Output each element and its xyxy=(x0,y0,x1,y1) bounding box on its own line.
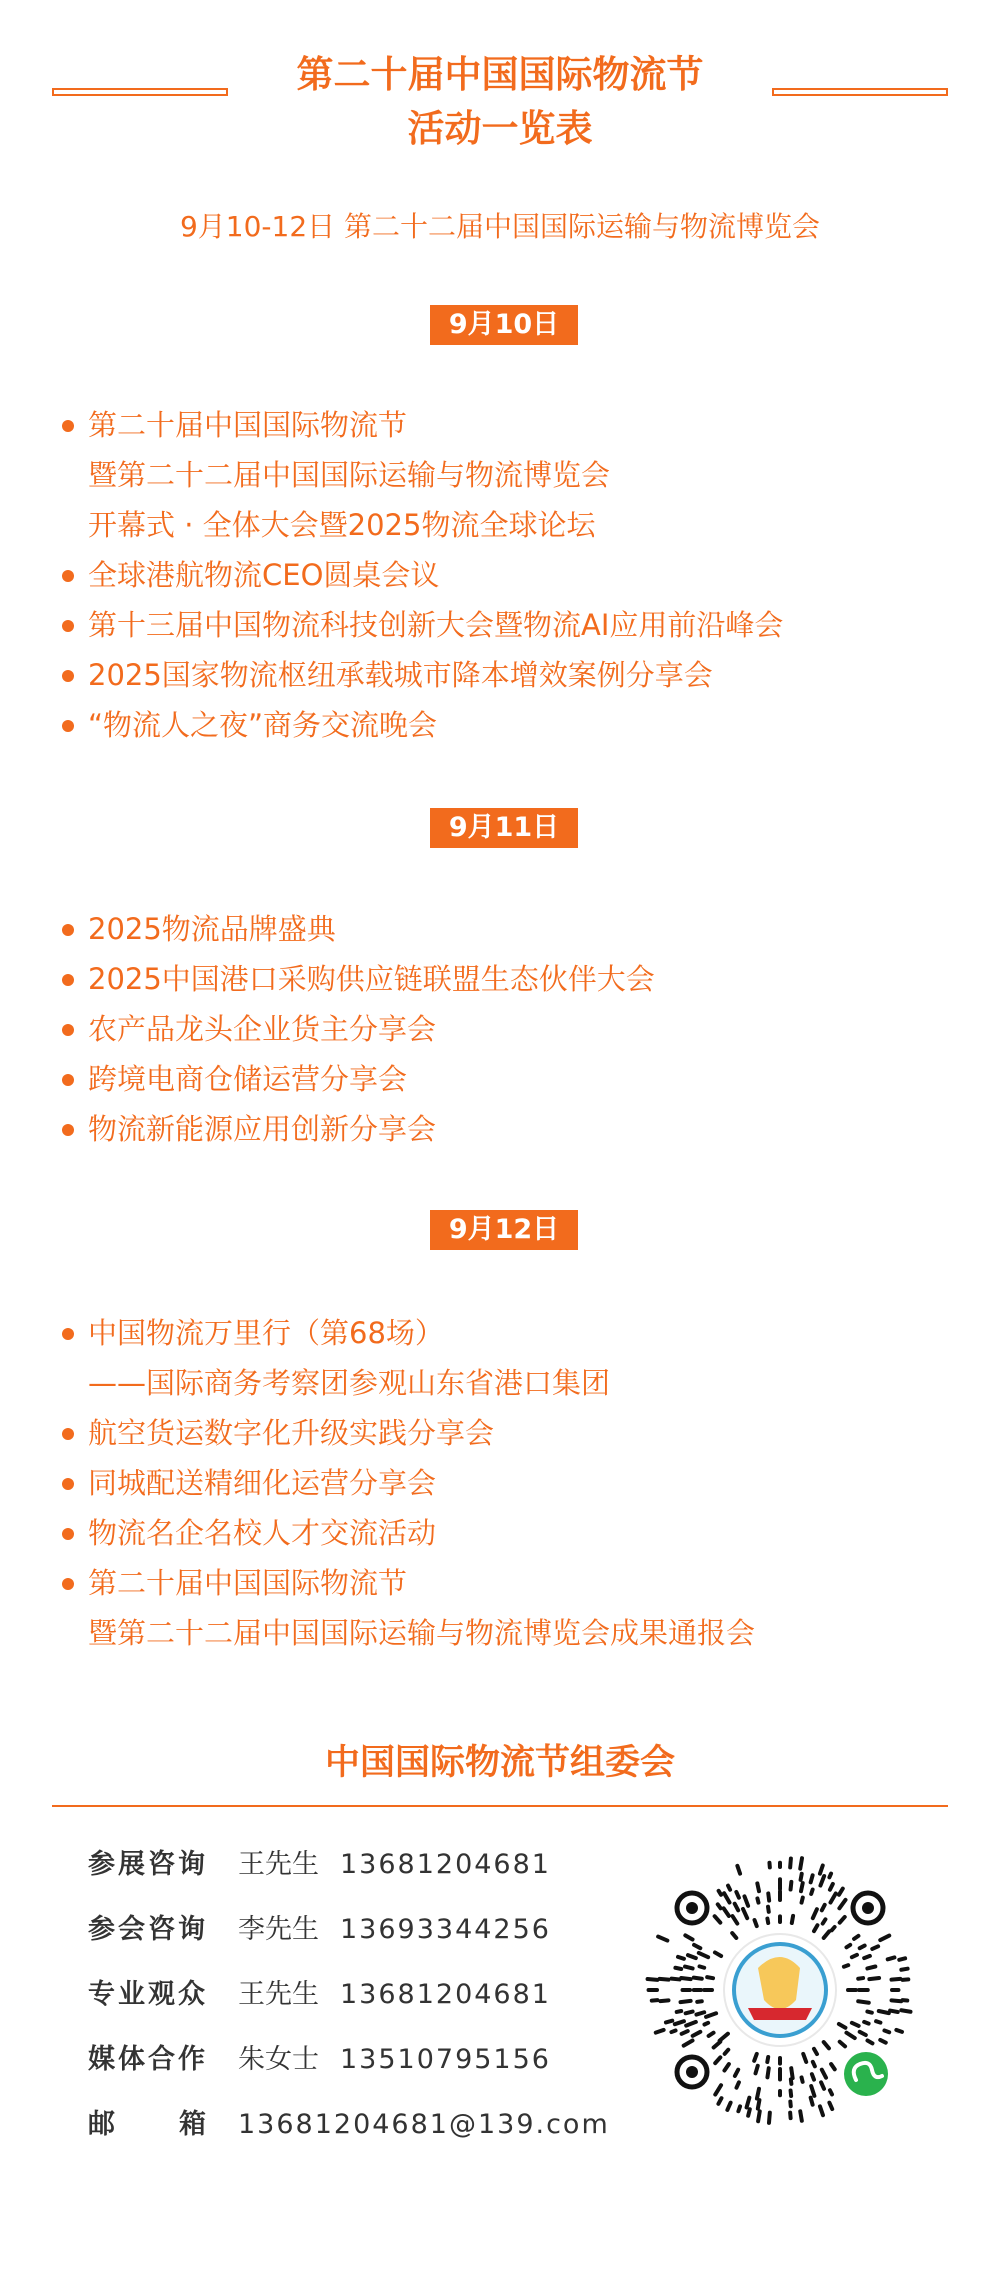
event-line: 暨第二十二届中国国际运输与物流博览会 xyxy=(88,458,611,492)
event-line: 暨第二十二届中国国际运输与物流博览会成果通报会 xyxy=(88,1616,756,1650)
mini-program-icon xyxy=(844,2052,888,2096)
organizer-title: 中国国际物流节组委会 xyxy=(324,1743,675,1783)
event-line: 物流名企名校人才交流活动 xyxy=(88,1516,437,1550)
event-line: 第二十届中国国际物流节 xyxy=(88,1566,408,1600)
event-line: ——国际商务考察团参观山东省港口集团 xyxy=(88,1366,611,1400)
day-badge-sep12: 9月12日 xyxy=(430,1210,578,1250)
contact-row-email xyxy=(88,2105,610,2170)
event-list-sep11 xyxy=(62,904,655,1154)
page-title-line1: 第二十届中国国际物流节 xyxy=(296,53,704,96)
event-line: 第十三届中国物流科技创新大会暨物流AI应用前沿峰会 xyxy=(88,608,784,642)
bullet-icon xyxy=(62,1528,74,1540)
list-item xyxy=(62,550,783,600)
bullet-icon xyxy=(62,670,74,682)
contact-email[interactable]: 13681204681@139.com xyxy=(238,2109,610,2140)
event-line: 2025中国港口采购供应链联盟生态伙伴大会 xyxy=(88,962,655,996)
contact-phone[interactable]: 13681204681 xyxy=(340,1979,551,2010)
event-line: 航空货运数字化升级实践分享会 xyxy=(88,1416,495,1450)
event-line: 农产品龙头企业货主分享会 xyxy=(88,1012,437,1046)
list-item xyxy=(62,954,655,1004)
bullet-icon xyxy=(62,1578,74,1590)
contact-phone[interactable]: 13693344256 xyxy=(340,1914,551,1945)
email-label-b: 箱 xyxy=(179,2109,206,2140)
bullet-icon xyxy=(62,720,74,732)
event-line: 同城配送精细化运营分享会 xyxy=(88,1466,437,1500)
contact-list xyxy=(88,1845,610,2170)
contact-label: 参展咨询 xyxy=(88,1849,208,1880)
list-item xyxy=(62,1458,755,1508)
contact-row xyxy=(88,1975,610,2040)
list-item xyxy=(62,400,783,550)
list-item xyxy=(62,1408,755,1458)
event-line: 中国物流万里行（第68场） xyxy=(88,1316,444,1350)
event-line: 物流新能源应用创新分享会 xyxy=(88,1112,437,1146)
list-item xyxy=(62,904,655,954)
contact-row xyxy=(88,2040,610,2105)
bullet-icon xyxy=(62,620,74,632)
contact-name: 李先生 xyxy=(238,1914,319,1945)
event-line: 开幕式 · 全体大会暨2025物流全球论坛 xyxy=(88,508,596,542)
contact-name: 王先生 xyxy=(238,1849,319,1880)
bullet-icon xyxy=(62,924,74,936)
event-line: 第二十届中国国际物流节 xyxy=(88,408,408,442)
contact-row xyxy=(88,1845,610,1910)
bullet-icon xyxy=(62,1074,74,1086)
day-badge-sep10: 9月10日 xyxy=(430,305,578,345)
list-item xyxy=(62,1004,655,1054)
bullet-icon xyxy=(62,974,74,986)
contact-label: 参会咨询 xyxy=(88,1914,208,1945)
list-item xyxy=(62,600,783,650)
event-line: 全球港航物流CEO圆桌会议 xyxy=(88,558,440,592)
expo-subtitle: 9月10-12日 第二十二届中国国际运输与物流博览会 xyxy=(179,210,821,243)
bullet-icon xyxy=(62,570,74,582)
list-item xyxy=(62,700,783,750)
email-label-a: 邮 xyxy=(88,2109,115,2140)
list-item xyxy=(62,650,783,700)
contact-label: 专业观众 xyxy=(88,1979,208,2010)
bullet-icon xyxy=(62,1024,74,1036)
page-title-line2: 活动一览表 xyxy=(407,107,593,150)
list-item xyxy=(62,1054,655,1104)
event-line: “物流人之夜”商务交流晚会 xyxy=(88,708,438,742)
header xyxy=(0,0,1000,175)
day-badge-sep11: 9月11日 xyxy=(430,808,578,848)
bullet-icon xyxy=(62,1124,74,1136)
contact-phone[interactable]: 13681204681 xyxy=(340,1849,551,1880)
contact-label xyxy=(88,2105,238,2145)
contact-phone[interactable]: 13510795156 xyxy=(340,2044,551,2075)
event-line: 跨境电商仓储运营分享会 xyxy=(88,1062,408,1096)
event-line: 2025国家物流枢纽承载城市降本增效案例分享会 xyxy=(88,658,713,692)
qr-code-icon[interactable] xyxy=(640,1850,920,2130)
bullet-icon xyxy=(62,1328,74,1340)
list-item xyxy=(62,1308,755,1408)
event-line: 2025物流品牌盛典 xyxy=(88,912,336,946)
bullet-icon xyxy=(62,1428,74,1440)
bullet-icon xyxy=(62,420,74,432)
contact-label: 媒体合作 xyxy=(88,2044,208,2075)
list-item xyxy=(62,1104,655,1154)
contact-name: 王先生 xyxy=(238,1979,319,2010)
event-list-sep12 xyxy=(62,1308,755,1658)
event-list-sep10 xyxy=(62,400,783,750)
list-item xyxy=(62,1508,755,1558)
list-item xyxy=(62,1558,755,1658)
divider xyxy=(52,1805,948,1807)
contact-row xyxy=(88,1910,610,1975)
contact-name: 朱女士 xyxy=(238,2044,319,2075)
bullet-icon xyxy=(62,1478,74,1490)
logo-ribbon-icon xyxy=(748,2008,812,2020)
